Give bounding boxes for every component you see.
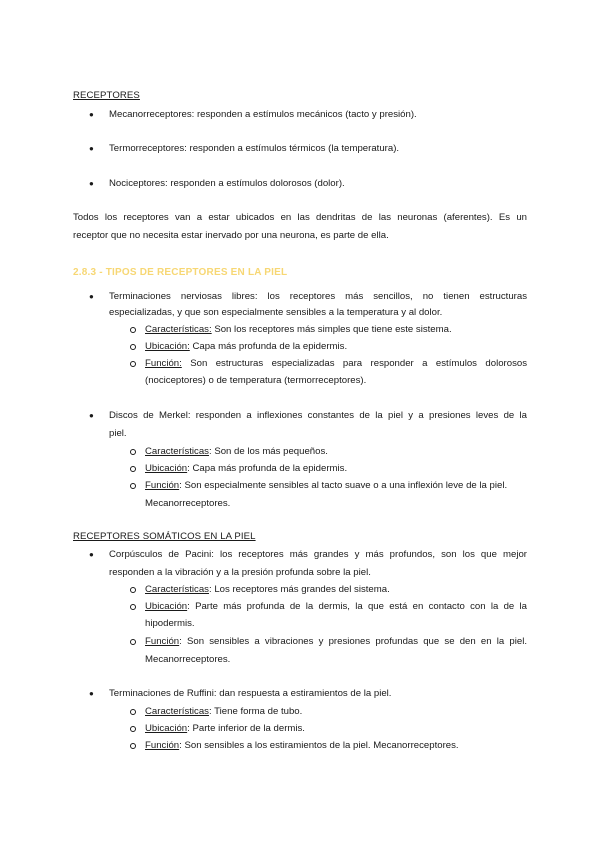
ubicacion-text: : Capa más profunda de la epidermis. [187, 463, 348, 474]
ubicacion-text: : Parte inferior de la dermis. [187, 723, 305, 734]
merkel-ubicacion [145, 463, 347, 474]
terminaciones-line-1: Terminaciones nerviosas libres: los receptores más sencillos, no tienen estructuras [109, 291, 527, 302]
sub-bullet-icon [130, 361, 136, 367]
list-item-nociceptores: Nociceptores: responden a estímulos dolorosos (dolor). [109, 178, 345, 189]
ubicacion-text: : Parte más profunda de la dermis, la que está en contacto con la de la [187, 601, 527, 612]
bullet-icon: ● [89, 689, 94, 698]
pacini-ubicacion-line-2: hipodermis. [145, 618, 195, 629]
merkel-line-2: piel. [109, 428, 127, 439]
funcion-label: Función: [145, 358, 182, 369]
pacini-line-1: Corpúsculos de Pacini: los receptores más grandes y más profundos, son los que mejor [109, 549, 527, 560]
caracteristicas-label: Características [145, 446, 209, 457]
ruffini-ubicacion [145, 723, 305, 734]
caracteristicas-text: : Tiene forma de tubo. [208, 706, 303, 717]
sub-bullet-icon [130, 587, 136, 593]
ubicacion-text: Capa más profunda de la epidermis. [189, 341, 348, 352]
caracteristicas-text: : Los receptores más grandes del sistema. [208, 584, 390, 595]
pacini-line-2: responden a la vibración y a la presión profunda sobre la piel. [109, 567, 371, 578]
paragraph-line-2: receptor que no necesita estar inervado por una neurona, es parte de ella. [73, 230, 389, 241]
funcion-text: : Son sensibles a los estiramientos de la piel. Mecanorreceptores. [179, 740, 459, 751]
caracteristicas-label: Características: [145, 324, 212, 335]
bullet-icon: ● [89, 550, 94, 559]
bullet-icon: ● [89, 144, 94, 153]
caracteristicas-label: Características [145, 584, 209, 595]
bullet-icon: ● [89, 411, 94, 420]
funcion-label: Función [145, 480, 180, 491]
list-item-mecanorreceptores: Mecanorreceptores: responden a estímulos mecánicos (tacto y presión). [109, 109, 417, 120]
funcion-label: Función [145, 740, 180, 751]
terminaciones-funcion-line-2: (nociceptores) o de temperatura (termorreceptores). [145, 375, 367, 386]
sub-bullet-icon [130, 466, 136, 472]
ubicacion-label: Ubicación [145, 723, 188, 734]
funcion-text: Son estructuras especializadas para responder a estímulos dolorosos [181, 358, 527, 369]
sub-bullet-icon [130, 483, 136, 489]
sub-bullet-icon [130, 726, 136, 732]
sub-bullet-icon [130, 604, 136, 610]
sub-bullet-icon [130, 327, 136, 333]
sub-bullet-icon [130, 743, 136, 749]
list-item-termorreceptores: Termorreceptores: responden a estímulos térmicos (la temperatura). [109, 143, 400, 154]
pacini-funcion-line-2: Mecanorreceptores. [145, 654, 231, 665]
merkel-caracteristicas [145, 446, 328, 457]
caracteristicas-text: : Son de los más pequeños. [208, 446, 328, 457]
ubicacion-label: Ubicación: [145, 341, 190, 352]
sub-bullet-icon [130, 449, 136, 455]
sub-bullet-icon [130, 344, 136, 350]
section-title: 2.8.3 - TIPOS DE RECEPTORES EN LA PIEL [73, 267, 288, 278]
merkel-line-1: Discos de Merkel: responden a inflexiones constantes de la piel y a presiones leves de la [109, 410, 527, 421]
terminaciones-funcion [145, 358, 527, 369]
caracteristicas-text: Son los receptores más simples que tiene este sistema. [211, 324, 452, 335]
bullet-icon: ● [89, 179, 94, 188]
funcion-text: : Son sensibles a vibraciones y presiones profundas que se den en la piel. [179, 636, 527, 647]
pacini-funcion [145, 636, 527, 647]
caracteristicas-label: Características [145, 706, 209, 717]
ruffini-funcion [145, 740, 459, 751]
funcion-text: : Son especialmente sensibles al tacto suave o a una inflexión leve de la piel. [179, 480, 508, 491]
somaticos-heading: RECEPTORES SOMÁTICOS EN LA PIEL [73, 531, 256, 542]
sub-bullet-icon [130, 639, 136, 645]
sub-bullet-icon [130, 709, 136, 715]
receptores-heading: RECEPTORES [73, 90, 140, 101]
ruffini-line-1: Terminaciones de Ruffini: dan respuesta a estiramientos de la piel. [109, 688, 392, 699]
pacini-ubicacion [145, 601, 527, 612]
merkel-funcion [145, 480, 507, 491]
funcion-label: Función [145, 636, 180, 647]
ruffini-caracteristicas [145, 706, 302, 717]
paragraph-line-1: Todos los receptores van a estar ubicados en las dendritas de las neuronas (aferentes). Es un [73, 212, 527, 223]
ubicacion-label: Ubicación [145, 601, 188, 612]
pacini-caracteristicas [145, 584, 390, 595]
terminaciones-line-2: especializadas, y que son especialmente sensibles a la temperatura y al dolor. [109, 307, 443, 318]
bullet-icon: ● [89, 110, 94, 119]
terminaciones-ubicacion [145, 341, 347, 352]
ubicacion-label: Ubicación [145, 463, 188, 474]
terminaciones-caracteristicas [145, 324, 452, 335]
bullet-icon: ● [89, 292, 94, 301]
merkel-funcion-line-2: Mecanorreceptores. [145, 498, 231, 509]
